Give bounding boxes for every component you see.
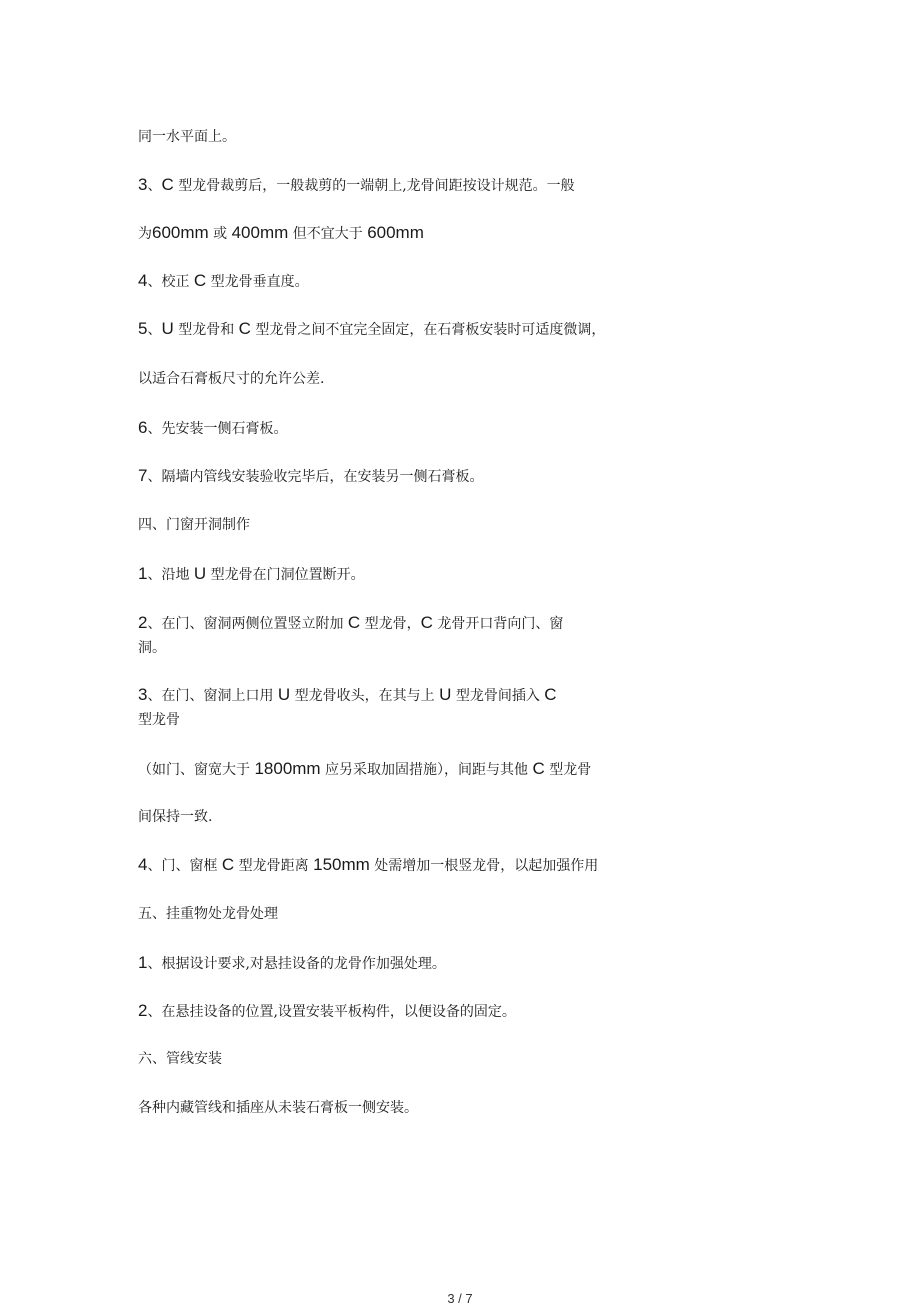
section-heading: 五、挂重物处龙骨处理 xyxy=(138,906,278,922)
section-heading: 四、门窗开洞制作 xyxy=(138,517,250,533)
text-line: 6、先安装一侧石膏板。 xyxy=(138,418,288,437)
text-line: 同一水平面上。 xyxy=(138,129,236,145)
text-line: 型龙骨 xyxy=(138,712,180,728)
text-line: 为600mm 或 400mm 但不宜大于 600mm xyxy=(138,223,424,242)
text-line: 5、U 型龙骨和 C 型龙骨之间不宜完全固定，在石膏板安装时可适度微调， xyxy=(138,319,606,338)
text-line: （如门、窗宽大于 1800mm 应另采取加固措施），间距与其他 C 型龙骨 xyxy=(138,759,592,778)
text-line: 7、隔墙内管线安装验收完毕后，在安装另一侧石膏板。 xyxy=(138,466,484,485)
text-line: 1、根据设计要求,对悬挂设备的龙骨作加强处理。 xyxy=(138,953,446,972)
text-line: 各种内藏管线和插座从未装石膏板一侧安装。 xyxy=(138,1100,418,1116)
text-line: 洞。 xyxy=(138,640,166,656)
text-line: 2、在悬挂设备的位置,设置安装平板构件，以便设备的固定。 xyxy=(138,1001,516,1020)
page-number: 3 / 7 xyxy=(447,1291,473,1306)
section-heading: 六、管线安装 xyxy=(138,1051,222,1067)
text-line: 2、在门、窗洞两侧位置竖立附加 C 型龙骨，C 龙骨开口背向门、窗 xyxy=(138,613,564,632)
text-line: 4、门、窗框 C 型龙骨距离 150mm 处需增加一根竖龙骨，以起加强作用 xyxy=(138,855,599,874)
text-line: 3、在门、窗洞上口用 U 型龙骨收头，在其与上 U 型龙骨间插入 C xyxy=(138,685,557,704)
text-line: 4、校正 C 型龙骨垂直度。 xyxy=(138,271,309,290)
text-line: 1、沿地 U 型龙骨在门洞位置断开。 xyxy=(138,564,365,583)
text-line: 间保持一致. xyxy=(138,809,213,825)
text-line: 以适合石膏板尺寸的允许公差. xyxy=(138,371,325,387)
text-line: 3、C 型龙骨裁剪后，一般裁剪的一端朝上,龙骨间距按设计规范。一般 xyxy=(138,175,575,194)
